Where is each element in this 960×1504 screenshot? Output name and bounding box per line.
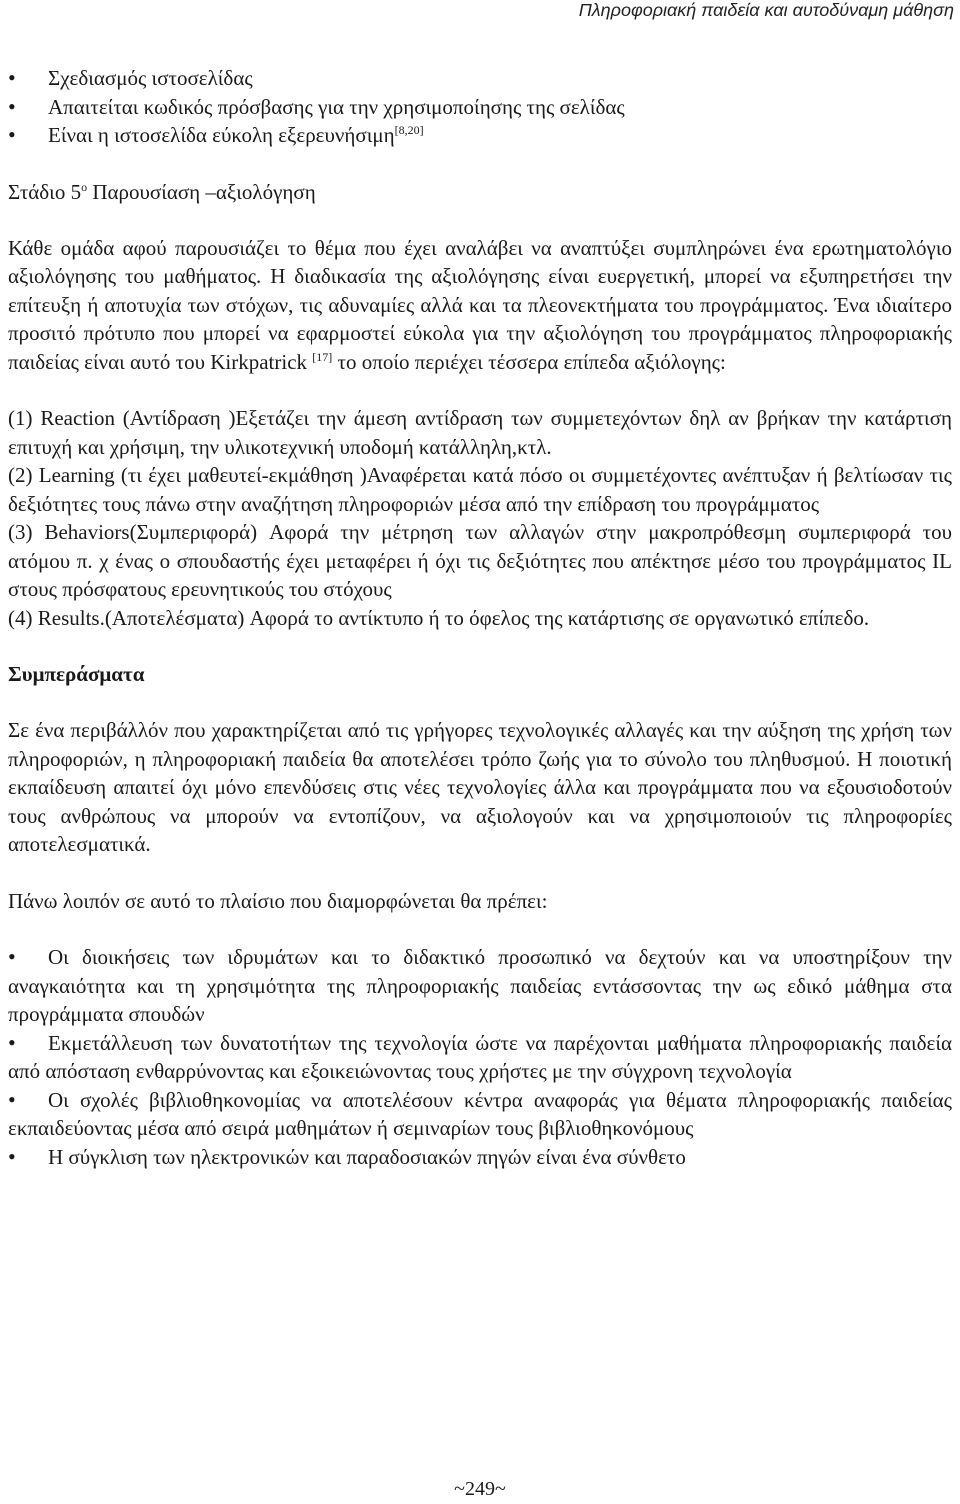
level-1: (1) Reaction (Αντίδραση )Εξετάζει την άμεση αντίδραση των συμμετεχόντων δηλ αν βρήκαν την κατάρτιση επιτυχή και χρήσιμη, την υλικοτεχνική υποδομή κατάλληλη,κτλ. [8,406,952,459]
citation: [17] [312,349,333,364]
bullet-text: Οι σχολές βιβλιοθηκονομίας να αποτελέσουν κέντρα αναφοράς για θέματα πληροφοριακής παιδείας εκπαιδεύοντας μέσα από σειρά μαθημάτων ή σεμιναρίων τους βιβλιοθηκονόμους [8,1087,952,1140]
list-item [8,93,952,122]
list-item [8,121,952,150]
conclusions-paragraph: Σε ένα περιβάλλόν που χαρακτηρίζεται από τις γρήγορες τεχνολογικές αλλαγές και την αύξηση της χρήση των πληροφοριών, η πληροφοριακή παιδεία θα αποτελέσει τρόπο ζωής για το σύνολο του πληθυσμού. Η ποιοτική εκπαίδευση απαιτεί όχι μόνο επενδύσεις στις νέες τεχνολογίες άλλα και προγράμματα που να εξουσιοδοτούν τους ανθρώπους να μπορούν να εντοπίζουν, να αξιολογούν και να χρησιμοποιούν τις πληροφορίες αποτελεσματικά. [8,718,952,856]
page-body [8,64,952,1171]
list-item: • Εκμετάλλευση των δυνατοτήτων της τεχνολογία ώστε να παρέχονται μαθήματα πληροφοριακής παιδεία από απόσταση ενθαρρύνοντας και εξοικειώνοντας τους χρήστες με την σύγχρονη τεχνολογία [8,1029,952,1083]
stage-title: Παρουσίαση –αξιολόγηση [87,179,316,204]
conclusions-title: Συμπεράσματα [8,662,145,686]
citation: [8,20] [394,123,424,137]
stage-ordinal: ο [81,179,88,194]
evaluation-text-1: Κάθε ομάδα αφού παρουσιάζει το θέμα που έχει αναλάβει να αναπτύξει συμπληρώνει ένα ερωτηματολόγιο αξιολόγησης του μαθήματος. Η διαδικασία της αξιολόγησης είναι ευεργετική, μπορεί να εξυπηρετήσει την επίτευξη ή αποτυχία των στόχων, τις αδυναμίες αλλά και τα πλεονεκτήματα του προγράμματος. Ένα ιδιαίτερο προσιτό πρότυπο που μπορεί να εφαρμοστεί εύκολα για την αξιολόγηση του προγράμματος πληροφοριακής παιδείας είναι αυτό του Kirkpatrick [8,235,952,374]
bullet-text: Σχεδιασμός ιστοσελίδας [48,66,253,90]
list-item: • Οι σχολές βιβλιοθηκονομίας να αποτελέσουν κέντρα αναφοράς για θέματα πληροφοριακής παιδείας εκπαιδεύοντας μέσα από σειρά μαθημάτων ή σεμιναρίων τους βιβλιοθηκονόμους [8,1086,952,1140]
page-number: ~249~ [454,1478,506,1500]
list-item: • Οι διοικήσεις των ιδρυμάτων και το διδακτικό προσωπικό να δεχτούν και να υποστηρίξουν την αναγκαιότητα και τη χρησιμότητα της πληροφοριακής παιδείας εντάσσοντας την ως εδικό μάθημα στα προγράμματα σπουδών [8,944,952,1026]
stage-heading [8,178,952,206]
bullet-text: Η σύγκλιση των ηλεκτρονικών και παραδοσιακών πηγών είναι ένα σύνθετο [48,1144,686,1169]
list-item [8,64,952,93]
running-header: Πληροφοριακή παιδεία και αυτοδύναμη μάθηση [578,0,954,20]
evaluation-text-2: το οποίο περιέχει τέσσερα επίπεδα αξιόλογης: [332,349,726,374]
level-2: (2) Learning (τι έχει μαθευτεί-εκμάθηση )Αναφέρεται κατά πόσο οι συμμετέχοντες ανέπτυξαν ή βελτίωσαν τις δεξιότητες τους πάνω στην αναζήτηση πληροφοριών μέσα από την επίδραση του προγράμματος [8,463,952,516]
evaluation-paragraph [8,234,952,377]
list-item: • Η σύγκλιση των ηλεκτρονικών και παραδοσιακών πηγών είναι ένα σύνθετο [8,1143,686,1169]
conclusions-bullet-list [8,943,952,1171]
conclusions-lead: Πάνω λοιπόν σε αυτό το πλαίσιο που διαμορφώνεται θα πρέπει: [8,888,548,913]
bullet-text: Οι διοικήσεις των ιδρυμάτων και το διδακτικό προσωπικό να δεχτούν και να υποστηρίξουν την αναγκαιότητα και τη χρησιμότητα της πληροφοριακής παιδείας εντάσσοντας την ως εδικό μάθημα στα προγράμματα σπουδών [8,945,952,1026]
stage-prefix: Στάδιο 5 [8,179,82,204]
level-4: (4) Results.(Αποτελέσματα) Αφορά το αντίκτυπο ή το όφελος της κατάρτισης σε οργανωτικό επίπεδο. [8,605,870,630]
bullet-text: Απαιτείται κωδικός πρόσβασης για την χρησιμοποίησης της σελίδας [48,94,625,119]
bullet-text: Είναι η ιστοσελίδα εύκολη εξερευνήσιμη [48,123,395,147]
intro-bullet-list [8,64,952,150]
level-3: (3) Behaviors(Συμπεριφορά) Αφορά την μέτρηση των αλλαγών στην μακροπρόθεσμη συμπεριφορά του ατόμου π. χ ένας ο σπουδαστής έχει μεταφέρει ή όχι τις δεξιότητες που απέκτησε μέσο του προγράμματος IL στους πρόσφατους ερευνητικούς του στόχους [8,520,952,601]
bullet-text: Εκμετάλλευση των δυνατοτήτων της τεχνολογία ώστε να παρέχονται μαθήματα πληροφοριακής παιδεία από απόσταση ενθαρρύνοντας και εξοικειώνοντας τους χρήστες με την σύγχρονη τεχνολογία [8,1030,952,1083]
